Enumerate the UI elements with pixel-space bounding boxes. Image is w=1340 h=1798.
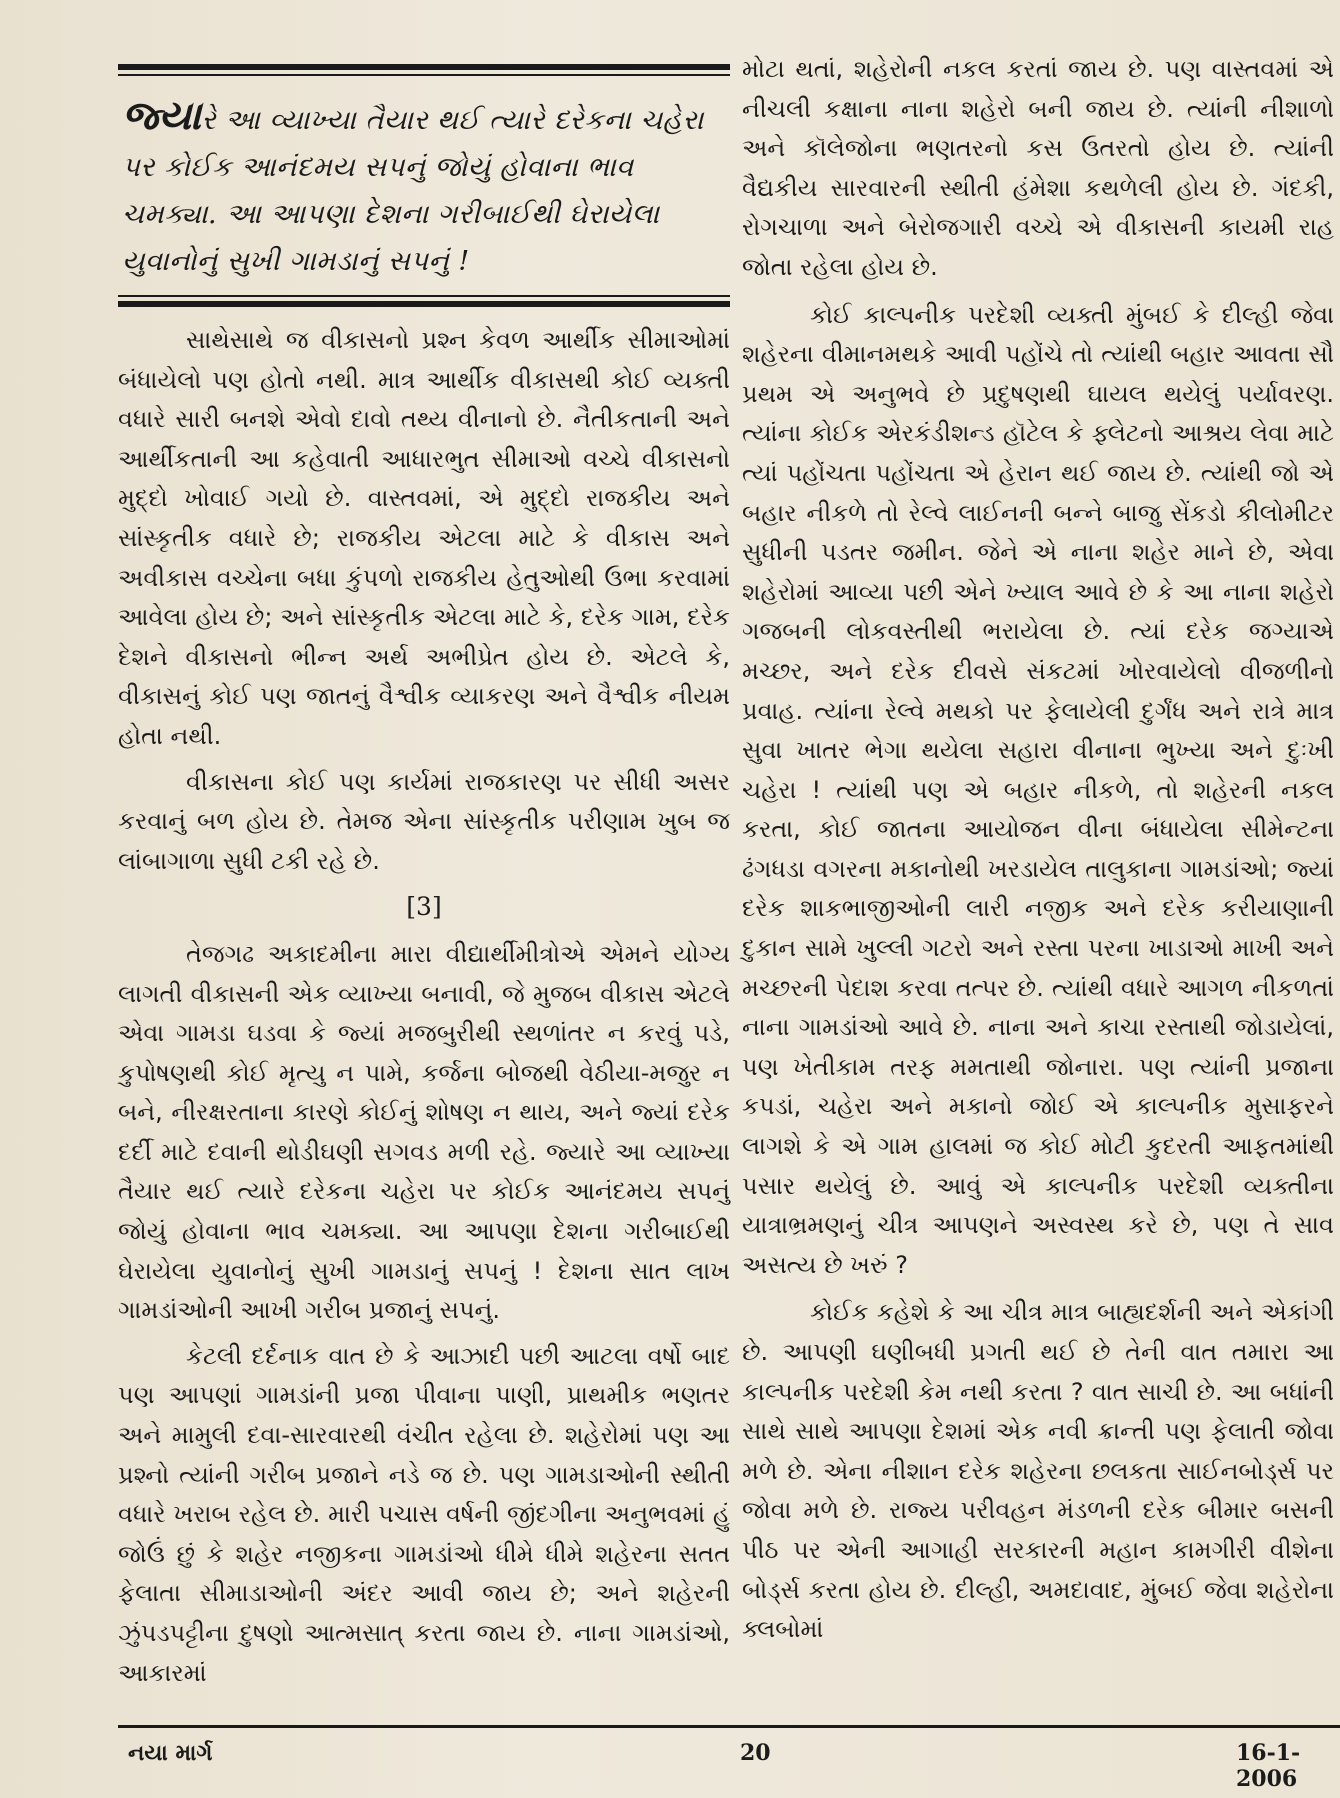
pull-quote-bottom-thin-rule (118, 295, 730, 297)
footer-publication: નયા માર્ગ (128, 1740, 213, 1766)
right-paragraph-3: કોઈક કહેશે કે આ ચીત્ર માત્ર બાહ્યદર્શની અને એકાંગી છે. આપણી ઘણીબધી પ્રગતી થઈ છે તેની વાત તમારા આ કાલ્પનીક પરદેશી કેમ નથી કરતા ? વાત સાચી છે. આ બધાંની સાથે સાથે આપણા દેશમાં એક નવી ક્રાન્તી પણ ફેલાતી જોવા મળે છે. એના નીશાન દરેક શહેરના છલકતા સાઈનબોર્ડ્સ પર જોવા મળે છે. રાજ્ય પરીવહન મંડળની દરેક બીમાર બસની પીઠ પર એની આગાહી સરકારની મહાન કામગીરી વીશેના બોર્ડ્સ કરતા હોય છે. દીલ્હી, અમદાવાદ, મુંબઈ જેવા શહેરોના ક્લબોમાં (742, 1298, 1334, 1644)
pull-quote (118, 76, 730, 295)
pull-quote-bottom-rule (118, 301, 730, 307)
left-body (118, 321, 730, 1693)
right-paragraph-1: મોટા થતાં, શહેરોની નકલ કરતાં જાય છે. પણ વાસ્તવમાં એ નીચલી કક્ષાના નાના શહેરો બની જાય છે. ત્યાંની નીશાળો અને કૉલેજોના ભણતરનો કસ ઉતરતો હોય છે. ત્યાંની વૈદ્યકીય સારવારની સ્થીતી હંમેશા કથળેલી હોય છે. ગંદકી, રોગચાળા અને બેરોજગારી વચ્ચે એ વીકાસની કાયમી રાહ જોતા રહેલા હોય છે. (742, 55, 1334, 281)
right-body (742, 50, 1334, 1650)
pull-quote-lead: જ્યા (122, 92, 202, 139)
pull-quote-text: રે આ વ્યાખ્યા તૈયાર થઈ ત્યારે દરેકના ચહેરા પર કોઈક આનંદમય સપનું જોયું હોવાના ભાવ ચમક્યા. આ આપણા દેશના ગરીબાઈથી ઘેરાયેલા યુવાનોનું સુખી ગામડાનું સપનું ! (122, 104, 704, 277)
left-paragraph-2: વીકાસના કોઈ પણ કાર્યમાં રાજકારણ પર સીધી અસર કરવાનું બળ હોય છે. તેમજ એના સાંસ્કૃતીક પરીણામ ખુબ જ લાંબાગાળા સુધી ટકી રહે છે. (118, 767, 730, 875)
footer-date: 16-1-2006 (1236, 1740, 1301, 1792)
right-paragraph-2: કોઈ કાલ્પનીક પરદેશી વ્યક્તી મુંબઈ કે દીલ્હી જેવા શહેરના વીમાનમથકે આવી પહોંચે તો ત્યાંથી બહાર આવતા સૌ પ્રથમ એ અનુભવે છે પ્રદુષણથી ઘાયલ થયેલું પર્યાવરણ. ત્યાંના કોઈક એરકંડીશન્ડ હૉટેલ કે ફ્લેટનો આશ્રય લેવા માટે ત્યાં પહોંચતા પહોંચતા એ હેરાન થઈ જાય છે. ત્યાંથી જો એ બહાર નીકળે તો રેલ્વે લાઈનની બન્ને બાજુ સેંકડો કીલોમીટર સુધીની પડતર જમીન. જેને એ નાના શહેર માને છે, એવા શહેરોમાં આવ્યા પછી એને ખ્યાલ આવે છે કે આ નાના શહેરો ગજબની લોકવસ્તીથી ભરાયેલા છે. ત્યાં દરેક જગ્યાએ મચ્છર, અને દરેક દીવસે સંકટમાં ખોરવાયેલો વીજળીનો પ્રવાહ. ત્યાંના રેલ્વે મથકો પર ફેલાયેલી દુર્ગંધ અને રાત્રે માત્ર સુવા ખાતર ભેગા થયેલા સહારા વીનાના ભુખ્યા અને દુઃખી ચહેરા ! ત્યાંથી પણ એ બહાર નીકળે, તો શહેરની નકલ કરતા, કોઈ જાતના આયોજન વીના બંધાયેલા સીમેન્ટના ઢંગધડા વગરના મકાનોથી ખરડાયેલ તાલુકાના ગામડાંઓ; જ્યાં દરેક શાકભાજીઓની લારી નજીક અને દરેક કરીયાણાની દુકાન સામે ખુલ્લી ગટરો અને રસ્તા પરના ખાડાઓ માખી અને મચ્છરની પેદાશ કરવા તત્પર છે. ત્યાંથી વધારે આગળ નીકળતાં નાના ગામડાંઓ આવે છે. નાના અને કાચા રસ્તાથી જોડાયેલાં, પણ ખેતીકામ તરફ મમતાથી જોનારા. પણ ત્યાંની પ્રજાના કપડાં, ચહેરા અને મકાનો જોઈ એ કાલ્પનીક મુસાફરને લાગશે કે એ ગામ હાલમાં જ કોઈ મોટી કુદરતી આફતમાંથી પસાર થયેલું છે. આવું એ કાલ્પનીક પરદેશી વ્યક્તીના યાત્રાભ્રમણનું ચીત્ર આપણને અસ્વસ્થ કરે છે, પણ તે સાવ અસત્ય છે ખરું ? (742, 300, 1334, 1279)
footer-rule (118, 1725, 1340, 1728)
footer-page-number: 20 (740, 1740, 771, 1766)
left-paragraph-1: સાથેસાથે જ વીકાસનો પ્રશ્ન કેવળ આર્થીક સીમાઓમાં બંધાયેલો પણ હોતો નથી. માત્ર આર્થીક વીકાસથી કોઈ વ્યક્તી વધારે સારી બનશે એવો દાવો તથ્ય વીનાનો છે. નૈતીકતાની અને આર્થીકતાની આ કહેવાતી આધારભુત સીમાઓ વચ્ચે વીકાસનો મુદ્દો ખોવાઈ ગયો છે. વાસ્તવમાં, એ મુદ્દો રાજકીય અને સાંસ્કૃતીક વધારે છે; રાજકીય એટલા માટે કે વીકાસ અને અવીકાસ વચ્ચેના બધા કુંપળો રાજકીય હેતુઓથી ઉભા કરવામાં આવેલા હોય છે; અને સાંસ્કૃતીક એટલા માટે કે, દરેક ગામ, દરેક દેશને વીકાસનો ભીન્ન અર્થ અભીપ્રેત હોય છે. એટલે કે, વીકાસનું કોઈ પણ જાતનું વૈશ્વીક વ્યાકરણ અને વૈશ્વીક નીયમ હોતા નથી. (118, 326, 730, 750)
right-column (742, 50, 1334, 1722)
left-paragraph-3: તેજગઢ અકાદમીના મારા વીદ્યાર્થીમીત્રોએ એમને યોગ્ય લાગતી વીકાસની એક વ્યાખ્યા બનાવી, જે મુજબ વીકાસ એટલે એવા ગામડા ઘડવા કે જ્યાં મજબુરીથી સ્થળાંતર ન કરવું પડે, કુપોષણથી કોઈ મૃત્યુ ન પામે, કર્જના બોજથી વેઠીયા-મજુર ન બને, નીરક્ષરતાના કારણે કોઈનું શોષણ ન થાય, અને જ્યાં દરેક દર્દી માટે દવાની થોડીઘણી સગવડ મળી રહે. જ્યારે આ વ્યાખ્યા તૈયાર થઈ ત્યારે દરેકના ચહેરા પર કોઈક આનંદમય સપનું જોયું હોવાના ભાવ ચમક્યા. આ આપણા દેશના ગરીબાઈથી ઘેરાયેલા યુવાનોનું સુખી ગામડાનું સપનું ! દેશના સાત લાખ ગામડાંઓની આખી ગરીબ પ્રજાનું સપનું. (118, 939, 730, 1325)
pull-quote-top-rule (118, 64, 730, 70)
left-column (118, 64, 730, 1719)
left-paragraph-4: કેટલી દર્દનાક વાત છે કે આઝાદી પછી આટલા વર્ષો બાદ પણ આપણાં ગામડાંની પ્રજા પીવાના પાણી, પ્રાથમીક ભણતર અને મામુલી દવા-સારવારથી વંચીત રહેલા છે. શહેરોમાં પણ આ પ્રશ્નો ત્યાંની ગરીબ પ્રજાને નડે જ છે. પણ ગામડાઓની સ્થીતી વધારે ખરાબ રહેલ છે. મારી પચાસ વર્ષની જીંદગીના અનુભવમાં હું જોઉં છું કે શહેર નજીકના ગામડાંઓ ધીમે ધીમે શહેરના સતત ફેલાતા સીમાડાઓની અંદર આવી જાય છે; અને શહેરની ઝુંપડપટ્ટીના દુષણો આત્મસાત્ કરતા જાય છે. નાના ગામડાંઓ, આકારમાં (118, 1341, 730, 1687)
section-number: [3] (406, 892, 442, 922)
